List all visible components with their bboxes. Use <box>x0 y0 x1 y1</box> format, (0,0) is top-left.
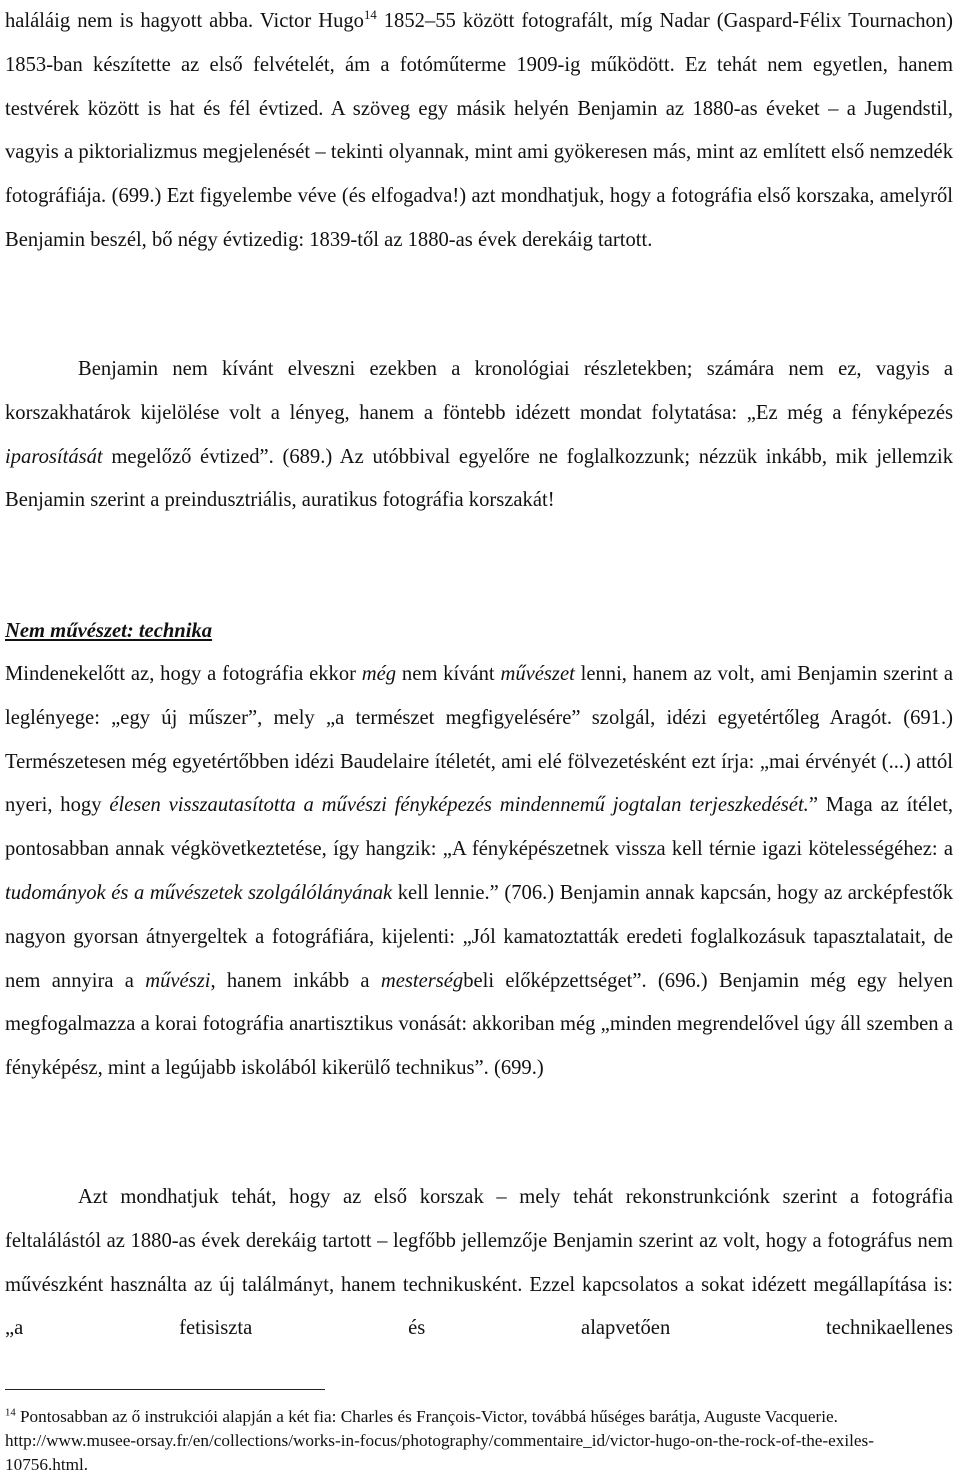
footnote-divider <box>5 1389 325 1390</box>
footnote-reference[interactable]: 14 <box>363 8 377 23</box>
section-heading: Nem művészet: technika <box>5 620 213 642</box>
document-page <box>5 0 955 1478</box>
paragraph-3-text-f: , hanem inkább a <box>210 969 381 992</box>
paragraph-3-text-c: lenni, hanem az volt, ami Benjamin szerint a leglényege: „egy új műszer”, mely „a természet megfigyelésére” szolgál, idézi egyetértőleg Aragót. (691.) Természetesen még egyetértőbben idézi Baudelaire ítéletét, ami elé fölvezetésként ezt írja: „mai érvényét (...) attól nyeri, hogy <box>5 663 953 817</box>
paragraph-2-emphasis: iparosítását <box>5 445 103 468</box>
paragraph-3-emphasis-a: még <box>361 663 397 685</box>
paragraph-3-emphasis-c: élesen visszautasította a művészi fényképezés mindennemű jogtalan terjeszkedését. <box>109 794 809 817</box>
footnote-text: Pontosabban az ő instrukciói alapján a két fia: Charles és François-Victor, továbbá hűséges barátja, Auguste Vacquerie. http://www.musee-orsay.fr/en/collections/works-in-focus/photography/commentaire_id/victor-hugo-on-the-rock-of-the-exiles-10756.html. <box>5 1407 874 1474</box>
footnote-number: 14 <box>5 1407 16 1419</box>
paragraph-3-emphasis-b: művészet <box>500 663 575 685</box>
paragraph-2-text-a: Benjamin nem kívánt elveszni ezekben a kronológiai részletekben; számára nem ez, vagyis a korszakhatárok kijelölése volt a lényeg, hanem a föntebb idézett mondat folytatása: „Ez még a fényképezés <box>5 358 953 424</box>
paragraph-3-text-a: Mindenekelőtt az, hogy a fotográfia ekkor <box>5 663 362 685</box>
paragraph-1 <box>5 0 953 263</box>
paragraph-3-text-g: beli előképzettséget”. (696.) Benjamin még egy helyen megfogalmazza a korai fotográfia anartisztikus vonását: akkoriban még „minden megrendelővel úgy áll szemben a fényképész, mint a legújabb iskolából kikerülő technikus”. (699.) <box>5 969 954 1080</box>
paragraph-3 <box>5 653 953 1091</box>
paragraph-3-text-b: nem kívánt <box>396 663 501 685</box>
paragraph-3-text-e: kell lennie.” (706.) Benjamin annak kapcsán, hogy az arcképfestők nagyon gyorsan átnyergeltek a fotográfiára, kijelenti: „Jól kamatoztatták eredeti foglalkozásuk tapasztalatait, de nem annyira a <box>5 881 953 992</box>
paragraph-4 <box>5 1176 953 1351</box>
paragraph-3-emphasis-f: mesterség <box>380 969 464 992</box>
paragraph-2-text-b: megelőző évtized”. (689.) Az utóbbival egyelőre ne foglalkozzunk; nézzük inkább, mik jellemzik Benjamin szerint a preindusztriális, auratikus fotográfia korszakát! <box>5 445 953 512</box>
paragraph-3-text-d: ” Maga az ítélet, pontosabban annak végkövetkeztetése, így hangzik: „A fényképészetnek vissza kell térnie igazi kötelességéhez: a <box>5 794 953 861</box>
footnote <box>5 1405 953 1477</box>
paragraph-3-emphasis-e: művészi <box>145 969 211 992</box>
paragraph-2 <box>5 348 953 523</box>
paragraph-1-text-a: haláláig nem is hagyott abba. Victor Hugo <box>5 10 364 32</box>
paragraph-4-text: Azt mondhatjuk tehát, hogy az első korszak – mely tehát rekonstrunkciónk szerint a fotográfia feltalálástól az 1880-as évek derekáig tartott – legfőbb jellemzője Benjamin szerint az volt, hogy a fotográfus nem művészként használta az új találmányt, hanem technikusként. Ezzel kapcsolatos a sokat idézett megállapítása is: „a fetisiszta és alapvetően technikaellenes <box>5 1186 953 1340</box>
paragraph-1-text-b: 1852–55 között fotografált, míg Nadar (Gaspard-Félix Tournachon) 1853-ban készítette az első felvételét, ám a fotóműterme 1909-ig működött. Ez tehát nem egyetlen, hanem testvérek között is hat és fél évtized. A szöveg egy másik helyén Benjamin az 1880-as éveket – a Jugendstil, vagyis a piktorializmus megjelenését – tekinti olyannak, mint ami gyökeresen más, mint az említett első nemzedék fotográfiája. (699.) Ezt figyelembe véve (és elfogadva!) azt mondhatjuk, hogy a fotográfia első korszaka, amelyről Benjamin beszél, bő négy évtizedig: 1839-től az 1880-as évek derekáig tartott. <box>5 10 953 251</box>
paragraph-3-emphasis-d: tudományok és a művészetek szolgálólányának <box>5 881 393 904</box>
